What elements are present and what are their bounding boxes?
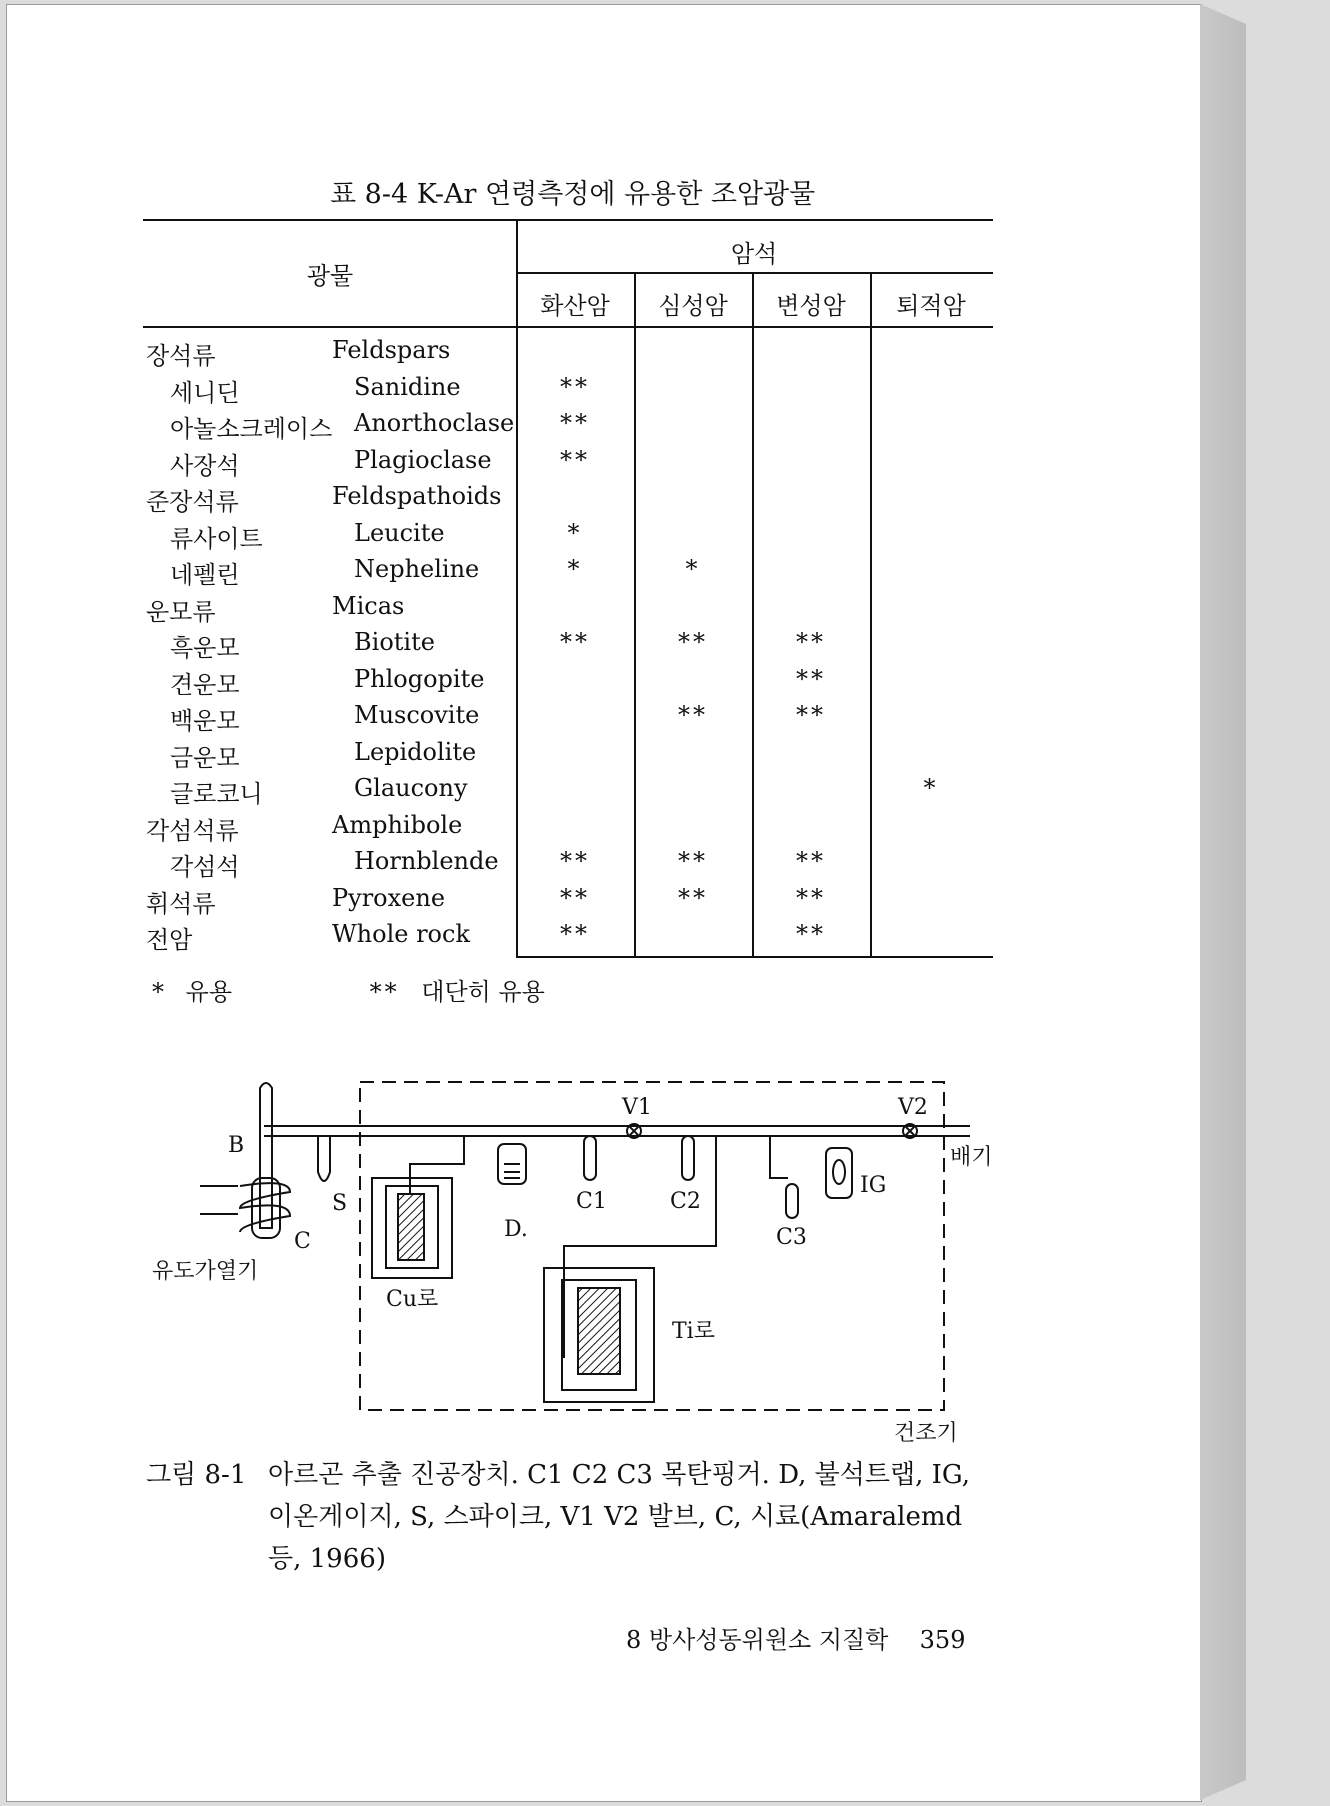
- charcoal-finger-c2: [682, 1136, 694, 1180]
- mineral-english: Hornblende: [354, 847, 499, 875]
- book-spine: [1200, 4, 1246, 1800]
- mineral-korean: 류사이트: [170, 524, 263, 553]
- mineral-korean: 세니딘: [170, 378, 240, 407]
- usefulness-mark: **: [796, 664, 826, 693]
- header-volcanic: 화산암: [540, 292, 610, 320]
- label-ig: IG: [860, 1173, 887, 1198]
- c3-line: [770, 1136, 788, 1178]
- mineral-english: Micas: [332, 591, 405, 620]
- manifold-line: [264, 1126, 970, 1136]
- usefulness-mark: *: [567, 518, 583, 547]
- legend: [152, 972, 559, 1007]
- usefulness-mark: **: [560, 372, 590, 401]
- mineral-korean: 각섬석류: [146, 816, 239, 845]
- mineral-korean: 전암: [146, 926, 193, 954]
- table-col-divider: [752, 272, 754, 956]
- usefulness-mark: **: [678, 883, 708, 912]
- mineral-english: Sanidine: [354, 372, 461, 401]
- argon-extraction-diagram: [140, 1068, 1000, 1448]
- label-exhaust: 배기: [950, 1145, 993, 1170]
- usefulness-mark: **: [560, 883, 590, 912]
- mineral-english: Lepidolite: [354, 737, 477, 766]
- mineral-english: Feldspars: [332, 336, 451, 364]
- usefulness-mark: **: [560, 445, 590, 474]
- mineral-english: Muscovite: [354, 701, 480, 729]
- table-col-divider: [516, 219, 518, 956]
- cu-furnace-core: [398, 1194, 424, 1260]
- spike-tube: [318, 1136, 330, 1181]
- usefulness-mark: **: [796, 920, 826, 948]
- mineral-english: Feldspathoids: [332, 482, 502, 510]
- usefulness-mark: **: [560, 628, 590, 656]
- mineral-english: Leucite: [354, 518, 445, 547]
- label-ti-furnace: Ti로: [672, 1319, 715, 1344]
- mineral-english: Phlogopite: [354, 664, 485, 693]
- header-mineral: 광물: [306, 262, 354, 290]
- mineral-korean: 아놀소크레이스: [170, 415, 333, 443]
- usefulness-mark: **: [796, 883, 826, 912]
- mineral-english: Biotite: [354, 628, 435, 656]
- mineral-korean: 휘석류: [146, 889, 216, 918]
- label-c: C: [294, 1229, 311, 1254]
- label-b: B: [228, 1133, 245, 1158]
- ti-furnace-core: [578, 1288, 620, 1374]
- legend-single-text: 유용: [185, 978, 233, 1006]
- usefulness-mark: **: [678, 701, 708, 729]
- legend-double-text: 대단히 유용: [421, 978, 545, 1006]
- table-header-rule: [143, 326, 993, 328]
- mineral-english: Pyroxene: [332, 883, 446, 912]
- page-number: 359: [919, 1626, 966, 1654]
- mineral-english: Anorthoclase: [354, 409, 515, 437]
- legend-double-mark: **: [369, 978, 400, 1006]
- label-s: S: [332, 1191, 348, 1216]
- usefulness-mark: **: [678, 628, 708, 656]
- coil-arrow: [200, 1186, 238, 1214]
- label-dryer: 건조기: [894, 1421, 958, 1446]
- mineral-english: Nepheline: [354, 555, 480, 583]
- ion-gauge: [826, 1148, 852, 1198]
- table-col-divider: [634, 272, 636, 956]
- mineral-korean: 글로코니: [170, 780, 263, 808]
- figure-caption-text: 아르곤 추출 진공장치. C1 C2 C3 목탄핑거. D, 불석트랩, IG, 이온게이지, S, 스파이크, V1 V2 발브, C, 시료(Amaralemd 등, 1966): [268, 1460, 971, 1574]
- usefulness-mark: **: [796, 628, 826, 656]
- induction-coil: [240, 1183, 290, 1232]
- mineral-korean: 네펠린: [170, 561, 240, 589]
- label-c2: C2: [670, 1189, 701, 1214]
- mineral-korean: 견운모: [170, 670, 240, 699]
- legend-single-mark: *: [152, 978, 164, 1006]
- mineral-korean: 각섬석: [170, 853, 240, 881]
- header-rock: 암석: [730, 240, 778, 268]
- mineral-korean: 장석류: [146, 342, 216, 370]
- mineral-korean: 사장석: [170, 451, 240, 480]
- footer-chapter: 8 방사성동위원소 지질학: [626, 1626, 889, 1654]
- usefulness-mark: **: [796, 847, 826, 875]
- mineral-korean: 금운모: [170, 743, 240, 772]
- label-d: D.: [504, 1217, 528, 1242]
- mineral-english: Amphibole: [332, 810, 463, 839]
- running-footer: [626, 1620, 965, 1655]
- mineral-korean: 백운모: [170, 707, 240, 735]
- header-plutonic: 심성암: [658, 292, 728, 320]
- usefulness-mark: **: [560, 847, 590, 875]
- usefulness-mark: **: [796, 701, 826, 729]
- charcoal-finger-c3: [786, 1184, 798, 1218]
- usefulness-mark: *: [923, 774, 939, 802]
- label-induction: 유도가열기: [152, 1259, 259, 1284]
- mineral-english: Plagioclase: [354, 445, 492, 474]
- mineral-korean: 준장석류: [146, 488, 239, 516]
- table-rock-subrule: [516, 272, 993, 274]
- table-col-divider: [870, 272, 872, 956]
- mineral-korean: 운모류: [146, 597, 216, 626]
- header-sedimentary: 퇴적암: [896, 292, 966, 320]
- mineral-english: Whole rock: [332, 920, 470, 948]
- label-c1: C1: [576, 1189, 607, 1214]
- table-title: 표 8-4 K-Ar 연령측정에 유용한 조암광물: [330, 179, 816, 210]
- figure-caption: [146, 1454, 996, 1580]
- mineral-english: Glaucony: [354, 774, 468, 802]
- label-v2: V2: [898, 1095, 928, 1120]
- usefulness-mark: **: [560, 920, 590, 948]
- table-top-rule: [143, 219, 993, 221]
- label-c3: C3: [776, 1225, 807, 1250]
- header-metamorphic: 변성암: [776, 292, 846, 320]
- usefulness-mark: *: [567, 555, 583, 583]
- charcoal-finger-c1: [584, 1136, 596, 1180]
- label-v1: V1: [622, 1095, 652, 1120]
- figure-caption-label: 그림 8-1: [146, 1460, 247, 1490]
- label-cu-furnace: Cu로: [386, 1287, 439, 1312]
- usefulness-mark: *: [685, 555, 701, 583]
- table-bottom-rule: [516, 956, 993, 958]
- mineral-korean: 흑운모: [170, 634, 240, 662]
- usefulness-mark: **: [678, 847, 708, 875]
- usefulness-mark: **: [560, 409, 590, 437]
